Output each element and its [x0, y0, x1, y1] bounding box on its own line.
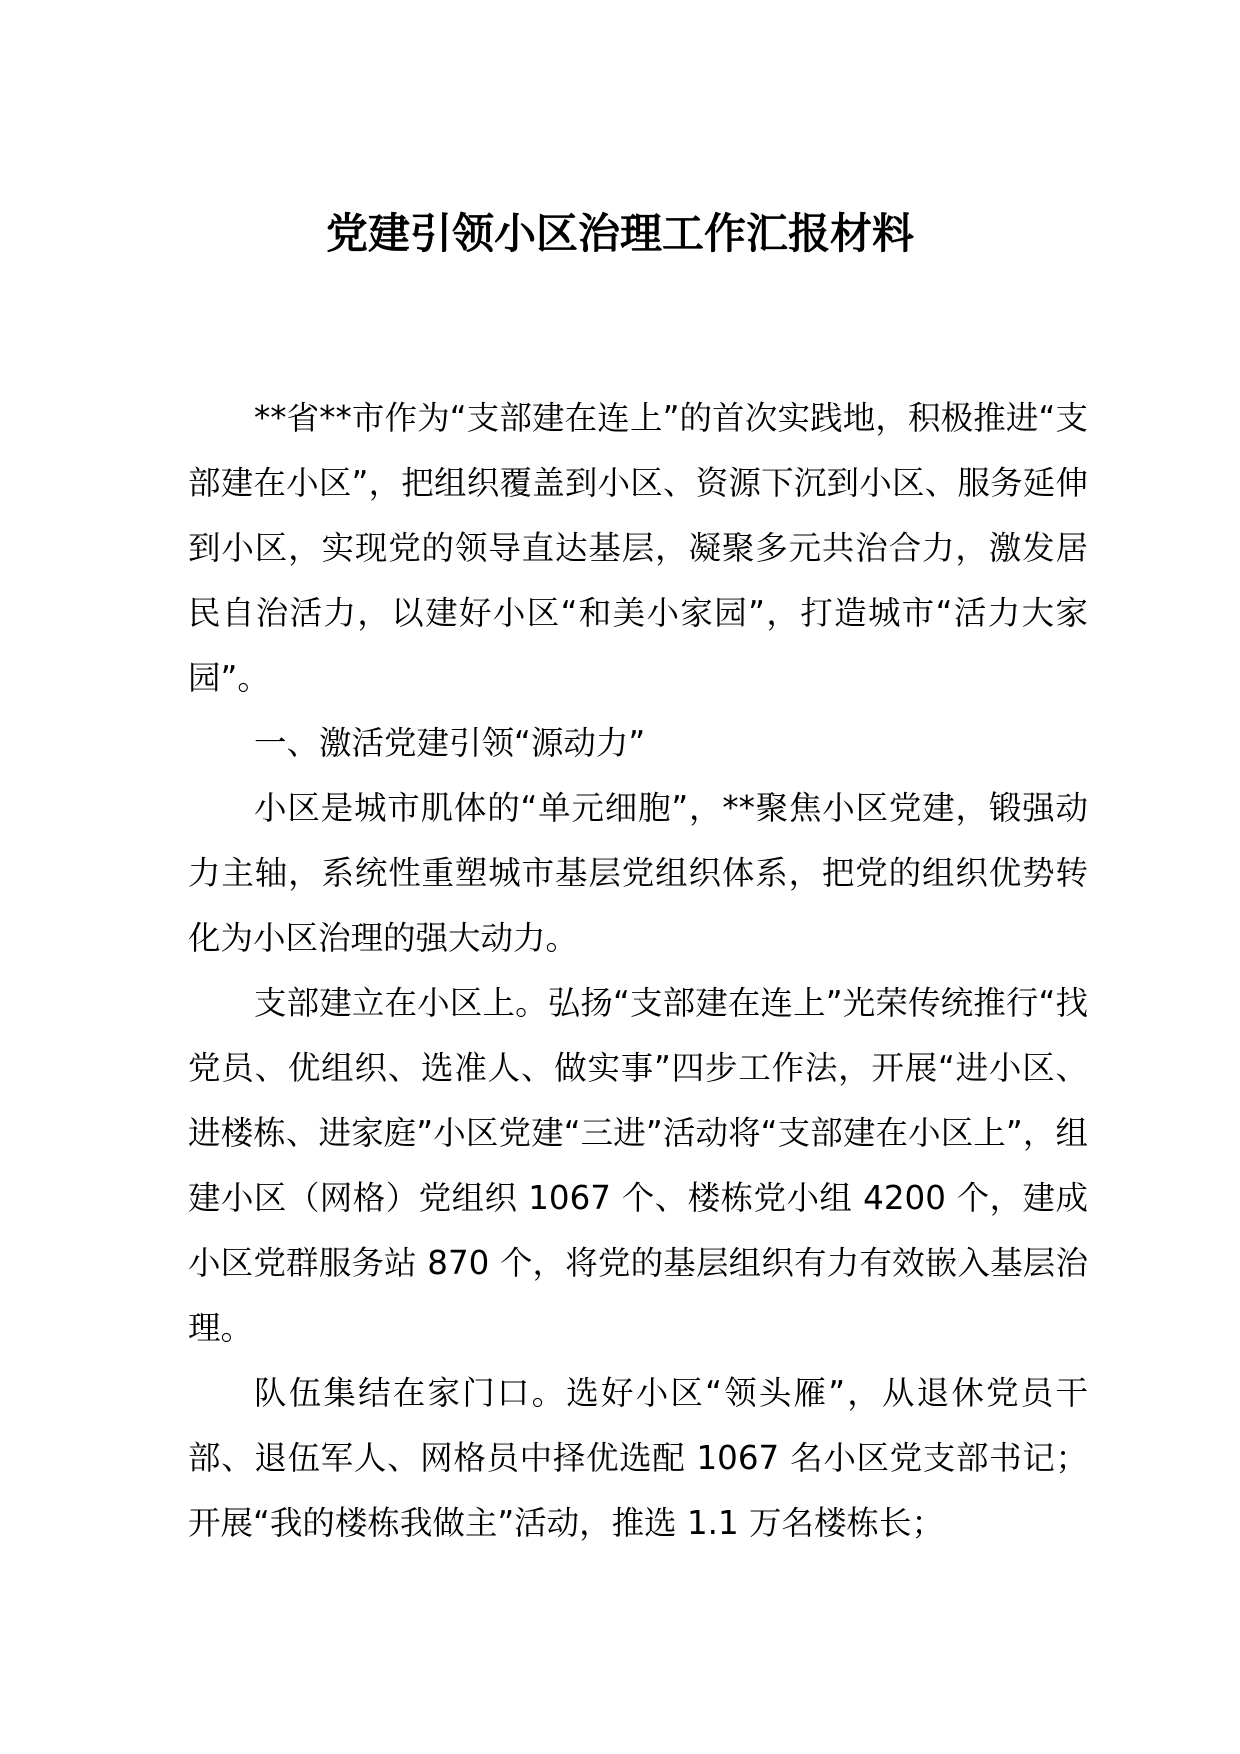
body-paragraph: 小区是城市肌体的“单元细胞”，**聚焦小区党建，锻强动力主轴，系统性重塑城市基层党组织体系，把党的组织优势转化为小区治理的强大动力。: [188, 789, 1088, 957]
body-paragraph: 支部建立在小区上。弘扬“支部建在连上”光荣传统推行“找党员、优组织、选准人、做实事”四步工作法，开展“进小区、进楼栋、进家庭”小区党建“三进”活动将“支部建在小区上”，组建小区（网格）党组织 1067 个、楼栋党小组 4200 个，建成小区党群服务站 870 个，将党的基层组织有力有效嵌入基层治理。: [188, 984, 1088, 1347]
section-heading: 一、激活党建引领“源动力”: [254, 724, 646, 762]
intro-paragraph: **省**市作为“支部建在连上”的首次实践地，积极推进“支部建在小区”，把组织覆盖到小区、资源下沉到小区、服务延伸到小区，实现党的领导直达基层，凝聚多元共治合力，激发居民自治活力，以建好小区“和美小家园”，打造城市“活力大家园”。: [188, 399, 1088, 697]
document-title: 党建引领小区治理工作汇报材料: [325, 209, 914, 258]
body-paragraph: 队伍集结在家门口。选好小区“领头雁”，从退休党员干部、退伍军人、网格员中择优选配 1067 名小区党支部书记；开展“我的楼栋我做主”活动，推选 1.1 万名楼栋长；: [188, 1374, 1088, 1542]
document-body: [188, 386, 1088, 1556]
